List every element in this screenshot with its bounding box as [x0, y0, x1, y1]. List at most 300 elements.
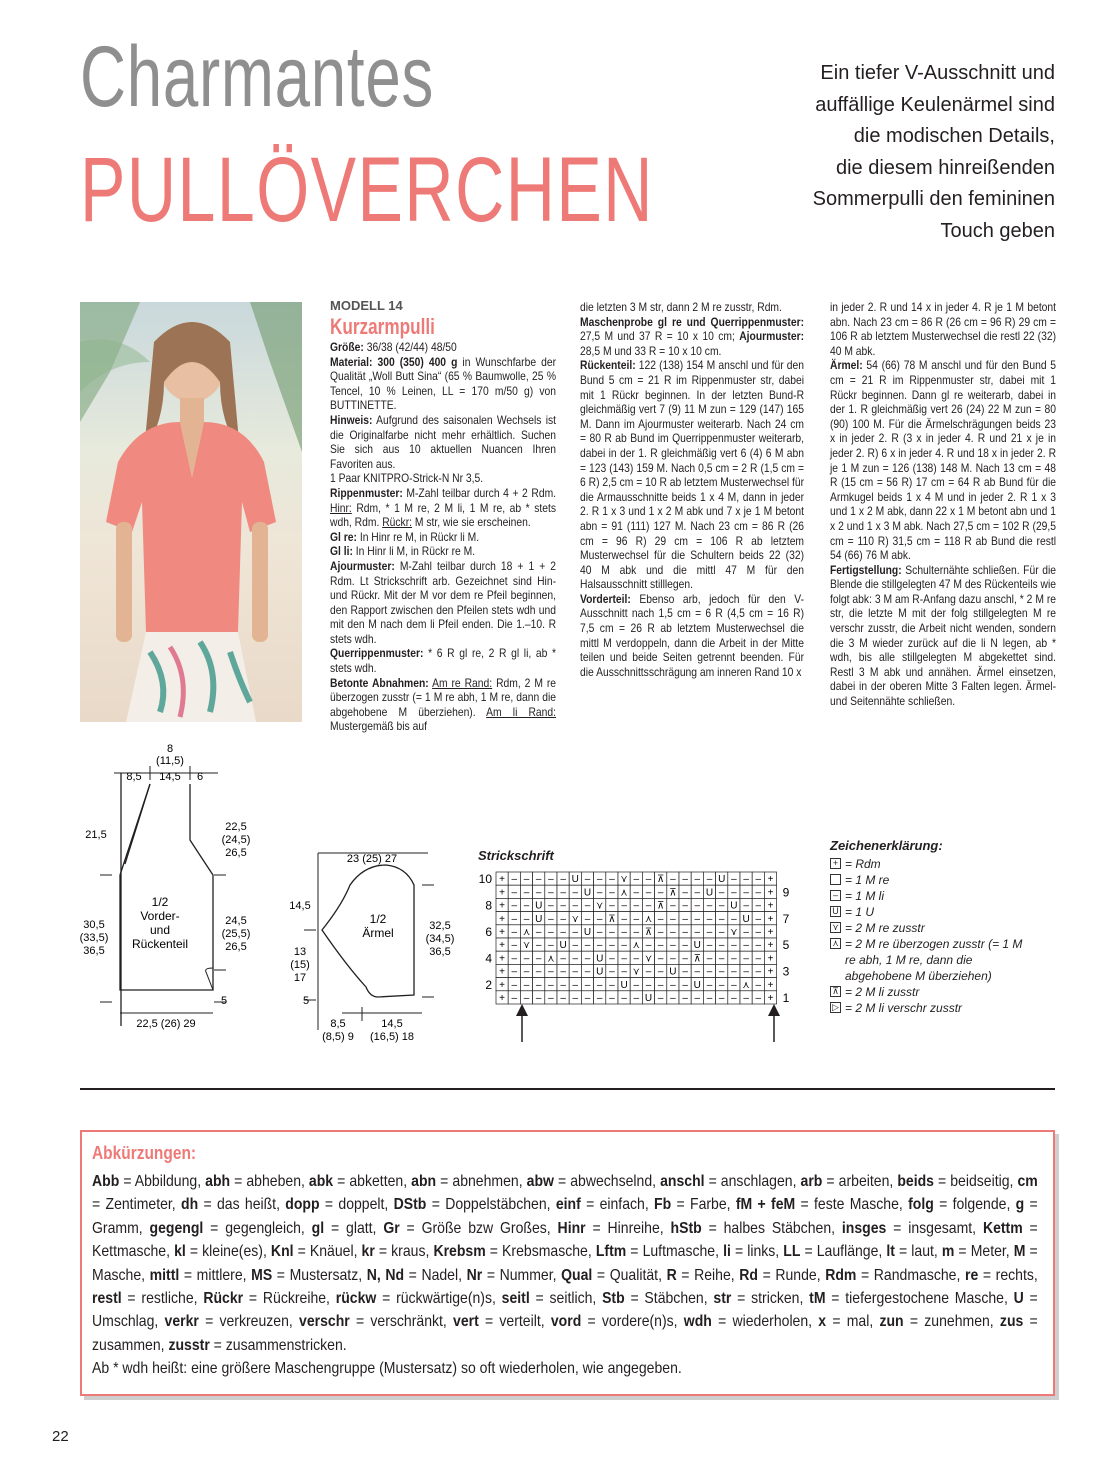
- chart-symbol: –: [706, 900, 713, 912]
- abbreviations-box: [80, 1130, 1055, 1396]
- abbr-term: Kettm: [982, 1219, 1023, 1237]
- rib-text-c: M str, wie sie erscheinen.: [412, 515, 531, 530]
- chart-symbol: –: [572, 953, 579, 965]
- chart-symbol: –: [548, 966, 554, 978]
- size-label: Größe:: [330, 340, 364, 354]
- chart-symbol: –: [718, 900, 725, 912]
- abbr-definition: = abketten,: [333, 1173, 412, 1190]
- chart-symbol: –: [743, 900, 749, 912]
- finishing-text: Schulternähte schließen. Für die Blende die stillgelegten 47 M des Rückenteils wie folgt abk: 3 M am R-Anfang dazu anschl, * 2 M re str, die letzte M mit der folg stillgelegten M re verschr zusstr, die Arbeit nicht wenden, sondern die 3 M wieder zurück auf die li N legen, ab * wdh, bis alle stillgelegten M abgekettet sind. Restl 3 M abk und annähen. Ärmel einsetzen, dabei in der oberen Mitte 3 Falten legen. Ärmel- und Seitennähte schließen.: [830, 562, 1057, 709]
- abbr-definition: = Kettmasche,: [92, 1219, 1038, 1261]
- sleeve-top: 23 (25) 27: [346, 853, 398, 865]
- abbr-definition: = Meter,: [954, 1243, 1014, 1261]
- chart-symbol: +: [499, 940, 506, 952]
- chart-symbol: –: [718, 940, 725, 952]
- chart-symbol: –: [755, 913, 762, 925]
- chart-symbol: –: [755, 979, 762, 991]
- abbr-term: M: [1013, 1243, 1026, 1261]
- abbr-term: anschl: [660, 1173, 705, 1190]
- chart-symbol: –: [633, 887, 640, 899]
- back-label: Rückenteil:: [580, 358, 636, 373]
- left-edge-label: Am li Rand:: [486, 704, 557, 719]
- chart-symbol: –: [657, 953, 664, 965]
- abbr-definition: = anschlagen,: [704, 1173, 801, 1190]
- empty-icon: [830, 874, 841, 885]
- abbr-definition: = Lauflänge,: [800, 1243, 887, 1261]
- chart-symbol: –: [718, 993, 725, 1004]
- chart-symbol: –: [743, 953, 749, 965]
- abbr-term: insges: [841, 1219, 887, 1237]
- chart-symbol: –: [584, 966, 591, 978]
- chart-symbol: ⋎: [644, 953, 653, 965]
- chart-symbol: +: [767, 913, 774, 925]
- chart-symbol: –: [609, 966, 615, 978]
- chart-symbol: –: [743, 887, 749, 899]
- abbr-term: arb: [800, 1173, 823, 1190]
- chart-symbol: –: [560, 913, 566, 925]
- chart-symbol: –: [572, 979, 579, 991]
- gauge-label: Maschenprobe gl re und Querrippenmuster:: [580, 314, 805, 329]
- sleeve-right-2: (34,5): [425, 933, 455, 945]
- chart-symbol: –: [609, 927, 615, 938]
- chart-symbol: –: [560, 966, 566, 978]
- chart-symbol: –: [511, 993, 518, 1004]
- chart-symbol: –: [633, 900, 640, 912]
- chart-symbol: –: [682, 993, 688, 1004]
- abbr-term: g: [1015, 1196, 1025, 1214]
- chart-legend: [830, 838, 1035, 1016]
- abbr-term: Fb: [654, 1196, 672, 1214]
- abbr-term: abn: [411, 1173, 437, 1190]
- body-top-2: (11,5): [156, 755, 184, 767]
- chart-symbol: –: [718, 979, 725, 991]
- chart-symbol: –: [584, 913, 591, 925]
- chart-symbol: –: [633, 913, 640, 925]
- abbr-definition: = wiederholen,: [711, 1313, 819, 1331]
- sleeve-label: Ärmel:: [830, 358, 863, 373]
- sleeve-bottom-left-2: (8,5) 9: [322, 1031, 354, 1043]
- body-top-left: 8,5: [126, 771, 142, 783]
- chart-symbol: U: [669, 966, 677, 978]
- chart-symbol: U: [644, 993, 653, 1004]
- abbr-definition: = mal,: [826, 1313, 880, 1331]
- abbr-definition: = Randmasche,: [856, 1266, 965, 1284]
- chart-symbol: ⋏: [742, 979, 750, 991]
- chart-symbol: –: [596, 927, 603, 938]
- chart-symbol: –: [743, 927, 749, 938]
- abbr-definition: = Krebsmasche,: [485, 1243, 596, 1261]
- chart-symbol: –: [755, 940, 762, 952]
- chart-symbol: –: [645, 979, 652, 991]
- abbr-term: rückw: [335, 1290, 377, 1308]
- model-label: MODELL 14: [330, 298, 403, 313]
- abbr-definition: = mittlere,: [179, 1266, 252, 1284]
- chart-symbol: ⊼: [644, 927, 653, 938]
- abbr-definition: = Reihe,: [676, 1266, 740, 1284]
- abbr-definition: = das heißt,: [198, 1196, 286, 1214]
- chart-symbol: –: [682, 900, 688, 912]
- chart-symbol: –: [609, 900, 615, 912]
- sleeve-bottom-right-2: (16,5) 18: [369, 1031, 415, 1043]
- chart-symbol: –: [621, 966, 627, 978]
- chart-symbol: –: [633, 927, 640, 938]
- abbr-term: verschr: [299, 1313, 350, 1331]
- section-divider: [80, 1088, 1055, 1090]
- size-text: 36/38 (42/44) 48/50: [363, 340, 457, 354]
- legend-item: [830, 856, 1035, 872]
- chart-symbol: –: [621, 993, 627, 1004]
- body-left-lower-2: (33,5): [79, 932, 109, 944]
- legend-text: = 2 M li zusstr: [845, 985, 920, 999]
- sleeve-schematic: [282, 845, 462, 1045]
- chart-symbol: –: [596, 874, 603, 886]
- chart-symbol: –: [670, 993, 676, 1004]
- sleeve-left-bottom: 5: [302, 995, 310, 1007]
- p2tog-icon: ⊼: [830, 986, 841, 997]
- chart-symbol: –: [535, 979, 542, 991]
- chart-symbol: –: [743, 966, 749, 978]
- legend-text: = Rdm: [845, 857, 881, 871]
- chart-symbol: ⋎: [522, 940, 531, 952]
- chart-symbol: –: [645, 940, 652, 952]
- chart-symbol: –: [731, 993, 737, 1004]
- chart-symbol: –: [706, 874, 713, 886]
- chart-row-number-right: 5: [782, 938, 790, 953]
- chart-symbol: +: [767, 874, 774, 886]
- chart-symbol: –: [621, 913, 627, 925]
- legend-text: = 2 M re überzogen zusstr (= 1 M re abh, 1 M re, dann die abgehobene M überziehen): [845, 937, 1023, 983]
- abbr-definition: = gegengleich,: [203, 1219, 312, 1237]
- abbr-definition: = halbes Stäbchen,: [701, 1219, 842, 1237]
- chart-symbol: ⋎: [730, 927, 738, 938]
- abbr-term: vord: [550, 1313, 582, 1331]
- chart-symbol: –: [511, 979, 518, 991]
- chart-symbol: –: [731, 913, 737, 925]
- chart-symbol: –: [694, 874, 701, 886]
- chart-symbol: –: [572, 993, 579, 1004]
- chart-row-number-right: 1: [782, 991, 790, 1005]
- chart-symbol: +: [499, 900, 506, 912]
- legend-title: Zeichenerklärung:: [830, 838, 943, 853]
- chart-symbol: –: [560, 953, 566, 965]
- intro-line: Touch geben: [940, 219, 1055, 242]
- chart-row-number-left: 8: [485, 898, 492, 913]
- reverse-stockinette-text: In Hinr li M, in Rückr re M.: [352, 544, 476, 559]
- chart-symbol: +: [767, 927, 774, 938]
- gauge-text: 27,5 M und 37 R = 10 x 10 cm;: [580, 329, 740, 344]
- hint-label: Hinweis:: [330, 412, 373, 427]
- chart-symbol: –: [657, 966, 664, 978]
- chart-symbol: ⊼: [608, 913, 616, 925]
- chart-symbol: –: [694, 966, 701, 978]
- cross-rib-label: Querrippenmuster:: [330, 646, 424, 661]
- abbr-definition: = Zentimeter,: [92, 1196, 182, 1214]
- sleeve-bottom-right-1: 14,5: [381, 1018, 403, 1030]
- chart-row-number-right: 3: [782, 964, 790, 979]
- chart-symbol: –: [572, 900, 579, 912]
- chart-symbol: –: [609, 953, 615, 965]
- hint-text: Aufgrund des saisonalen Wechsels ist die Originalfarbe nicht mehr erhältlich. Suchen Sie sich aus 10 aktuellen Nuancen Ihren Favoriten aus.: [330, 412, 557, 471]
- abbr-definition: = Runde,: [757, 1266, 826, 1284]
- chart-symbol: U: [730, 900, 738, 912]
- chart-symbol: U: [742, 913, 750, 925]
- intro-line: Sommerpulli den femininen: [812, 188, 1055, 210]
- chart-symbol: –: [535, 874, 542, 886]
- abbr-definition: = Knäuel,: [293, 1243, 362, 1261]
- knitting-chart: [470, 866, 815, 1051]
- chart-symbol: +: [767, 940, 774, 952]
- chart-symbol: –: [718, 887, 725, 899]
- chart-symbol: +: [499, 927, 506, 938]
- abbr-term: R: [666, 1266, 677, 1284]
- abbr-term: Rückr: [203, 1290, 244, 1308]
- needles-text: 1 Paar KNITPRO-Strick-N Nr 3,5.: [330, 471, 484, 486]
- chart-symbol: –: [572, 927, 579, 938]
- minus-icon: –: [830, 890, 841, 901]
- chart-symbol: –: [755, 966, 762, 978]
- chart-symbol: U: [596, 966, 604, 978]
- chart-symbol: U: [620, 979, 628, 991]
- chart-symbol: –: [743, 874, 749, 886]
- chart-symbol: –: [731, 979, 737, 991]
- abbr-definition: = tiefergestochene Masche,: [825, 1290, 1014, 1308]
- chart-symbol: –: [548, 927, 554, 938]
- abbr-definition: = Nummer,: [482, 1266, 562, 1284]
- lace-text: M-Zahl teilbar durch 18 + 1 + 2 Rdm. Lt Strickschrift arb. Gezeichnet sind Hin- und Rückr. Mit der M vor dem re Pfeil beginnen, den Rapport zwischen den Pfeilen stets wdh und mit den M nach dem li Pfeil enden. Die 1.–10. R stets wdh.: [330, 558, 557, 646]
- chart-symbol: –: [706, 940, 713, 952]
- chart-symbol: +: [499, 993, 506, 1004]
- chart-symbol: U: [718, 874, 726, 886]
- rib-hinr: Hinr:: [330, 500, 352, 515]
- legend-text: = 2 M re zusstr: [845, 921, 925, 935]
- abbr-definition: = verkreuzen,: [198, 1313, 300, 1331]
- chart-symbol: –: [621, 940, 627, 952]
- chart-symbol: –: [523, 887, 530, 899]
- chart-symbol: –: [645, 874, 652, 886]
- chart-symbol: –: [682, 953, 688, 965]
- chart-symbol: –: [755, 927, 762, 938]
- chart-symbol: –: [621, 900, 627, 912]
- chart-row-number-right: 9: [782, 885, 790, 900]
- title-line-2: PULLÖVERCHEN: [80, 139, 654, 241]
- arrow-left-icon: [516, 1004, 528, 1016]
- chart-row-number-left: 2: [485, 977, 492, 992]
- abbr-term: tM: [809, 1290, 826, 1308]
- abbr-definition: = Stäbchen,: [624, 1290, 714, 1308]
- legend-item: [830, 1000, 1035, 1016]
- chart-symbol: –: [548, 993, 554, 1004]
- abbr-definition: = Mustersatz,: [272, 1266, 367, 1284]
- body-right-lower-2: (25,5): [221, 928, 251, 940]
- chart-symbol: –: [609, 940, 615, 952]
- abbr-term: abw: [526, 1173, 554, 1190]
- sleeve-left-lower-3: 17: [293, 972, 307, 984]
- chart-symbol: +: [499, 966, 506, 978]
- chart-symbol: –: [511, 874, 518, 886]
- chart-symbol: –: [694, 913, 701, 925]
- intro-line: die diesem hinreißenden: [835, 156, 1055, 179]
- abbr-term: seitl: [501, 1290, 530, 1308]
- body-top-1: 8: [166, 743, 174, 755]
- chart-symbol: –: [548, 940, 554, 952]
- abbr-term: lt: [886, 1243, 895, 1261]
- body-label-1: 1/2: [151, 895, 169, 909]
- chart-symbol: –: [548, 900, 554, 912]
- body-top-right: 6: [196, 771, 204, 783]
- chart-symbol: U: [583, 927, 592, 938]
- back-text: 122 (138) 154 M anschl und für den Bund 5 cm = 21 R im Rippenmuster str, dabei mit 1 Rückr beginnen. In der letzten Bund-R gleichmäßig vert 7 (9) 11 M zun = 129 (147) 165 M. Dann im Ajourmuster weiterarb. Nach 24 cm = 80 R ab Bund im Querrippenmuster weiterarb, dabei in der 1. R gleichmäßig vert 6 (4) 6 M abn = 123 (143) 159 M. Nach 0,5 cm = 2 R (1,5 cm = 6 R) 2,5 cm = 10 R ab letztem Musterwechsel für die Armausschnitte beids 1 x 4 M, dann in jeder 2. R 1 x 3 und 1 x 2 M abk und 7 x je 1 M betont abn = 91 (111) 127 M. Nach 23 cm = 86 R (26 cm = 96 R) 29 cm = 106 R ab letztem Musterwechsel für die Schultern beids 22 (32) 40 M abk und die mittl 47 M für den Halsausschnitt stilllegen.: [580, 358, 805, 592]
- abbr-definition: = einfach,: [580, 1196, 655, 1214]
- chart-symbol: –: [706, 953, 713, 965]
- abbr-term: DStb: [393, 1196, 427, 1214]
- chart-symbol: ⋏: [620, 887, 628, 899]
- abbr-term: kl: [174, 1243, 186, 1261]
- chart-symbol: –: [706, 913, 713, 925]
- chart-symbol: –: [535, 993, 542, 1004]
- chart-symbol: U: [705, 887, 714, 899]
- chart-symbol: ⊼: [657, 874, 665, 886]
- abbr-term: fM + feM: [735, 1196, 796, 1214]
- chart-symbol: –: [535, 953, 542, 965]
- abbr-definition: = Hinreihe,: [585, 1219, 671, 1237]
- chart-symbol: +: [767, 966, 774, 978]
- chart-symbol: –: [584, 993, 591, 1004]
- abbr-term: gl: [311, 1219, 325, 1237]
- chart-symbol: +: [767, 887, 774, 899]
- abbr-term: restl: [92, 1290, 122, 1308]
- sleeve-label-1: 1/2: [369, 912, 387, 926]
- abbr-definition: = feste Masche,: [795, 1196, 909, 1214]
- abbr-definition: = stricken,: [731, 1290, 810, 1308]
- chart-symbol: –: [731, 887, 737, 899]
- chart-symbol: –: [670, 874, 676, 886]
- abbr-definition: = seitlich,: [529, 1290, 603, 1308]
- sleeve-right-1: 32,5: [429, 920, 451, 932]
- chart-symbol: –: [670, 913, 676, 925]
- chart-symbol: U: [693, 940, 701, 952]
- chart-symbol: –: [511, 966, 518, 978]
- chart-symbol: –: [523, 966, 530, 978]
- plus-icon: +: [830, 858, 841, 869]
- chart-symbol: –: [596, 887, 603, 899]
- model-name: Kurzarmpulli: [330, 314, 435, 339]
- body-label-2: Vorder-: [140, 909, 180, 923]
- chart-symbol: –: [657, 940, 664, 952]
- chart-symbol: U: [693, 979, 701, 991]
- col3-intro: in jeder 2. R und 14 x in jeder 4. R je 1 M betont abn. Nach 23 cm = 86 R (26 cm = 96 R) 29 cm = 106 R ab letztem Musterwechsel die restl 22 (32) 40 M abk.: [830, 300, 1057, 358]
- abbr-definition: = Nadel,: [404, 1266, 467, 1284]
- body-label-4: Rückenteil: [131, 937, 189, 951]
- chart-symbol: –: [560, 887, 566, 899]
- chart-symbol: –: [682, 966, 688, 978]
- chart-symbol: –: [670, 979, 676, 991]
- chart-symbol: U: [535, 900, 543, 912]
- stockinette-text: In Hinr re M, in Rückr li M.: [356, 529, 480, 544]
- chart-symbol: –: [731, 966, 737, 978]
- chart-symbol: –: [560, 993, 566, 1004]
- chart-symbol: U: [535, 913, 543, 925]
- abbr-term: N, Nd: [366, 1266, 405, 1284]
- abbreviations-title: Abkürzungen:: [92, 1143, 197, 1163]
- chart-symbol: –: [743, 993, 749, 1004]
- abbr-term: mittl: [149, 1266, 180, 1284]
- sleeve-left-lower-2: (15): [290, 959, 310, 971]
- chart-symbol: –: [670, 940, 676, 952]
- chart-symbol: –: [548, 887, 554, 899]
- chart-symbol: –: [755, 887, 762, 899]
- front-text: Ebenso arb, jedoch für den V-Ausschnitt nach 1,5 cm = 6 R (4,5 cm = 16 R) 7,5 cm = 26 R ab letztem Musterwechsel die mittl M verdoppeln, dann die Arbeit in der Mitte teilen und beide Seiten getrennt beenden. Für die Ausschnittsschrägung am inneren Rand 10 x: [580, 591, 805, 679]
- chart-symbol: –: [511, 913, 518, 925]
- chart-symbol: –: [609, 979, 615, 991]
- abbreviations-note: Ab * wdh heißt: eine größere Maschengruppe (Mustersatz) so oft wiederholen, wie angegeben.: [92, 1360, 682, 1378]
- chart-symbol: ⋏: [644, 913, 653, 925]
- front-label: Vorderteil:: [580, 591, 631, 606]
- right-edge-label: Am re Rand:: [432, 675, 493, 690]
- chart-symbol: ⋏: [522, 927, 531, 938]
- chart-symbol: –: [584, 979, 591, 991]
- chart-symbol: –: [609, 874, 615, 886]
- ssk-icon: ⋏: [830, 938, 841, 949]
- body-left-lower-1: 30,5: [83, 919, 105, 931]
- gauge-text-b: 28,5 M und 33 R = 10 x 10 cm.: [580, 343, 722, 358]
- cross-rib-text: * 6 R gl re, 2 R gl li, ab * stets wdh.: [330, 646, 557, 676]
- abbr-term: vert: [453, 1313, 479, 1331]
- chart-symbol: –: [535, 940, 542, 952]
- instructions-column-1: [330, 298, 556, 734]
- rib-rueckr: Rückr:: [382, 515, 413, 530]
- chart-symbol: U: [583, 887, 592, 899]
- legend-text: = 2 M li verschr zusstr: [845, 1001, 963, 1015]
- chart-symbol: +: [767, 900, 774, 912]
- legend-item: [830, 984, 1035, 1000]
- chart-symbol: –: [621, 953, 627, 965]
- abbr-definition: = abheben,: [230, 1173, 309, 1190]
- abbr-term: LL: [783, 1243, 801, 1261]
- chart-symbol: –: [584, 874, 591, 886]
- chart-symbol: –: [755, 953, 762, 965]
- abbr-definition: = Größe bzw Großes,: [399, 1219, 558, 1237]
- decrease-label: Betonte Abnahmen:: [330, 675, 429, 690]
- chart-symbol: –: [560, 979, 566, 991]
- abbr-term: Rd: [739, 1266, 758, 1284]
- sleeve-label-2: Ärmel: [362, 926, 394, 940]
- legend-item: [830, 936, 1035, 984]
- chart-symbol: –: [755, 874, 762, 886]
- sleeve-left-upper: 14,5: [289, 900, 311, 912]
- chart-symbol: –: [596, 913, 603, 925]
- chart-symbol: –: [572, 966, 579, 978]
- chart-symbol: –: [584, 940, 591, 952]
- abbr-term: einf: [555, 1196, 581, 1214]
- chart-symbol: –: [633, 953, 640, 965]
- chart-symbol: –: [682, 874, 688, 886]
- legend-text: = 1 U: [845, 905, 875, 919]
- abbr-term: x: [818, 1313, 827, 1331]
- rib-text-b: Rdm, * 1 M re, 2 M li, 1 M re, ab * stets wdh, Rdm.: [330, 500, 557, 530]
- chart-symbol: –: [706, 979, 713, 991]
- instructions-column-3: [830, 300, 1056, 709]
- chart-symbol: +: [767, 993, 774, 1004]
- abbr-term: dopp: [285, 1196, 320, 1214]
- legend-text: = 1 M li: [845, 889, 885, 903]
- abbr-definition: = rechts,: [978, 1266, 1038, 1284]
- chart-row-number-right: 7: [782, 911, 790, 926]
- legend-item: [830, 904, 1035, 920]
- chart-symbol: +: [499, 913, 506, 925]
- abbr-term: hStb: [670, 1219, 702, 1237]
- abbr-definition: = abnehmen,: [436, 1173, 527, 1190]
- chart-symbol: –: [633, 993, 640, 1004]
